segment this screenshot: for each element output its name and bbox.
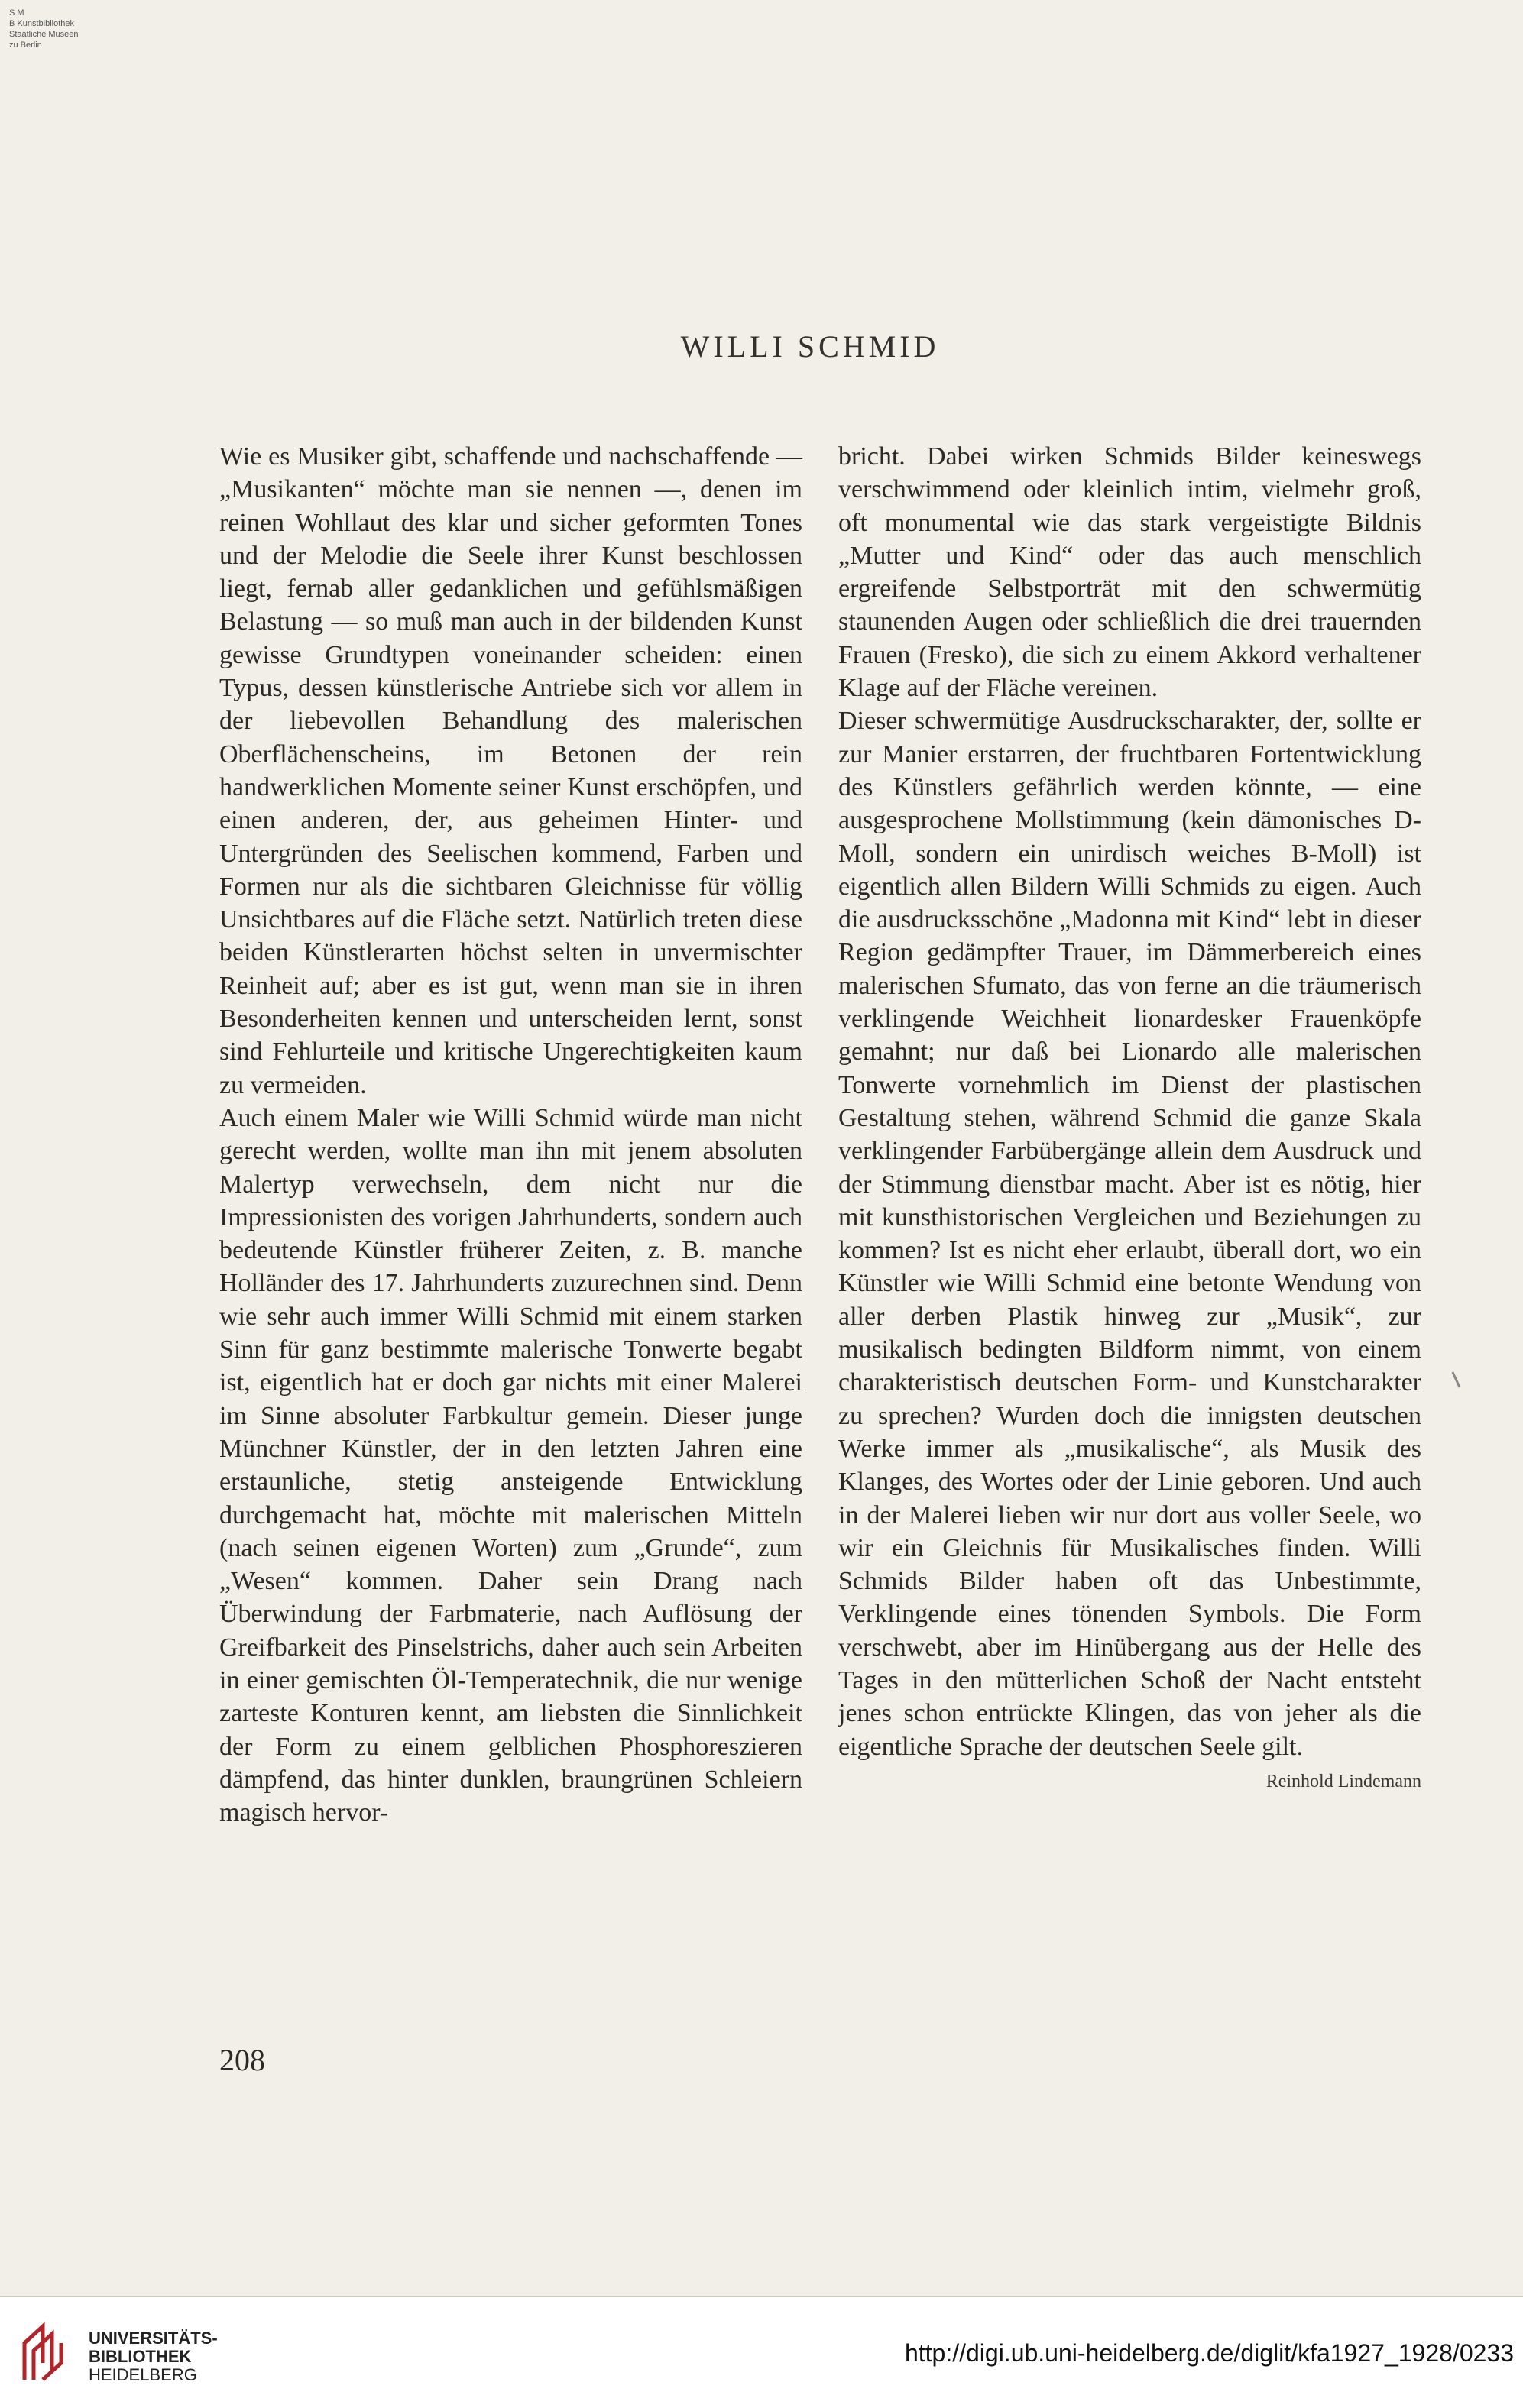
article-title: WILLI SCHMID — [680, 329, 940, 364]
stamp-line: S M — [9, 8, 24, 18]
right-column — [838, 440, 1421, 1797]
paragraph: Dieser schwermütige Ausdruckscharakter, der, sollte er zur Manier erstarren, der fruchtbaren Fortentwicklung des Künstlers gefährlich werden könnte, — eine ausgesprochene Mollstimmung (kein dämonisches D-Moll, sondern ein unirdisch weiches B-Moll) ist eigentlich allen Bildern Willi Schmids zu eigen. Auch die ausdrucksschöne „Madonna mit Kind“ lebt in dieser Region gedämpfter Trauer, im Dämmerbereich eines malerischen Sfumato, das von ferne an die träumerisch verklingende Weichheit lionardesker Frauenköpfe gemahnt; nur daß bei Lionardo alle malerischen Tonwerte vornehmlich im Dienst der plastischen Gestaltung stehen, während Schmid die ganze Skala verklingender Farbübergänge allein dem Ausdruck und der Stimmung dienstbar macht. Aber ist es nötig, hier mit kunsthistorischen Vergleichen und Beziehungen zu kommen? Ist es nicht eher erlaubt, überall dort, wo ein Künstler wie Willi Schmid eine betonte Wendung von aller derben Plastik hinweg zur „Musik“, zur musikalisch bedingten Bildform nimmt, von einem charakteristisch deutschen Form- und Kunstcharakter zu sprechen? Wurden doch die innigsten deutschen Werke immer als „musikalische“, als Musik des Klanges, des Wortes oder der Linie geboren. Und auch in der Malerei lieben wir nur dort aus voller Seele, wo wir ein Gleichnis für Musikalisches finden. Willi Schmids Bilder haben oft das Unbestimmte, Verklingende eines tönenden Symbols. Die Form verschwebt, aber im Hinübergang aus der Helle des Tages in den mütterlichen Schoß der Nacht entsteht jenes schon entrückte Klingen, das von jeher als die eigentliche Sprache der deutschen Seele gilt. — [838, 707, 1421, 1761]
stamp-line: Staatliche Museen — [9, 30, 79, 39]
paragraph: Auch einem Maler wie Willi Schmid würde man nicht gerecht werden, wollte man ihn mit jenem absoluten Malertyp verwechseln, dem nicht nur die Impressionisten des vorigen Jahrhunderts, sondern auch bedeutende Künstler früherer Zeiten, z. B. manche Holländer des 17. Jahrhunderts zuzurechnen sind. Denn wie sehr auch immer Willi Schmid mit einem starken Sinn für ganz bestimmte malerische Tonwerte begabt ist, eigentlich hat er doch gar nichts mit einer Malerei im Sinne absoluter Farbkultur gemein. Dieser junge Münchner Künstler, der in den letzten Jahren eine erstaunliche, stetig ansteigende Entwicklung durchgemacht hat, möchte mit malerischen Mitteln (nach seinen eigenen Worten) zum „Grunde“, zum „Wesen“ kommen. Daher sein Drang nach Überwindung der Farbmaterie, nach Auflösung der Greifbarkeit des Pinselstrichs, daher auch sein Arbeiten in einer gemischten Öl-Temperatechnik, die nur wenige zarteste Konturen kennt, am liebsten die Sinnlichkeit der Form zu einem gelblichen Phosphoreszieren dämpfend, das hinter dunklen, braungrünen Schleiern magisch hervor- — [219, 1103, 802, 1827]
left-column — [219, 440, 802, 1829]
author-signature: Reinhold Lindemann — [1265, 1771, 1421, 1791]
library-name-line: BIBLIOTHEK — [89, 2347, 192, 2366]
library-name-line: UNIVERSITÄTS- — [89, 2329, 218, 2348]
stamp-line: B Kunstbibliothek — [9, 19, 74, 28]
stamp-line: zu Berlin — [9, 40, 42, 50]
paragraph: bricht. Dabei wirken Schmids Bilder keineswegs verschwimmend oder kleinlich intim, vielmehr groß, oft monumental wie das stark vergeistigte Bildnis „Mutter und Kind“ oder das auch menschlich ergreifende Selbstporträt mit den schwermütig staunenden Augen oder schließlich die drei trauernden Frauen (Fresko), die sich zu einem Akkord verhaltener Klage auf der Fläche vereinen. — [838, 442, 1421, 703]
paragraph: Wie es Musiker gibt, schaffende und nachschaffende — „Musikanten“ möchte man sie nennen —, denen im reinen Wohllaut des klar und sicher geformten Tones und der Melodie die Seele ihrer Kunst beschlossen liegt, fernab aller gedanklichen und gefühlsmäßigen Belastung — so muß man auch in der bildenden Kunst gewisse Grundtypen voneinander scheiden: einen Typus, dessen künstlerische Antriebe sich vor allem in der liebevollen Behandlung des malerischen Oberflächenscheins, im Betonen der rein handwerklichen Momente seiner Kunst erschöpfen, und einen anderen, der, aus geheimen Hinter- und Untergründen des Seelischen kommend, Farben und Formen nur als die sichtbaren Gleichnisse für völlig Unsichtbares auf die Fläche setzt. Natürlich treten diese beiden Künstlerarten höchst selten in unvermischter Reinheit auf; aber es ist gut, wenn man sie in ihren Besonderheiten kennen und unterscheiden lernt, sonst sind Fehlurteile und kritische Ungerechtigkeiten kaum zu vermeiden. — [219, 442, 802, 1099]
footer-bar — [0, 2297, 1523, 2408]
source-url-link[interactable]: http://digi.ub.uni-heidelberg.de/diglit/kfa1927_1928/0233 — [904, 2339, 1514, 2367]
page-number: 208 — [219, 2043, 265, 2077]
library-stamp — [9, 8, 79, 50]
library-name — [89, 2329, 218, 2384]
library-name-line: HEIDELBERG — [89, 2365, 197, 2384]
ub-heidelberg-logo-icon — [17, 2320, 72, 2384]
scan-artifact-mark — [1451, 1371, 1460, 1387]
